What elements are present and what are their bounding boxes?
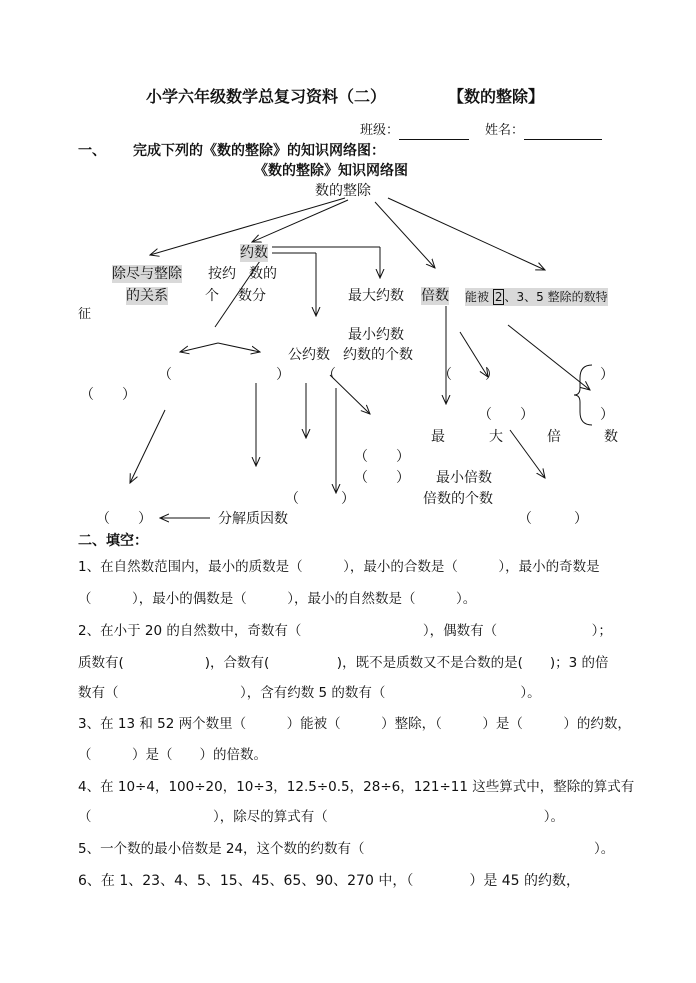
blank-factor-result[interactable]: （ ） <box>96 511 152 527</box>
node-divisor: 约数 <box>240 245 268 261</box>
node-multiple: 倍数 <box>421 288 449 304</box>
name-underline <box>524 125 602 140</box>
question-2-line-2: 质数有( )，合数有( )，既不是质数又不是合数的是( )；3 的倍 <box>78 655 609 671</box>
node-gcd: 最大约数 <box>348 288 404 304</box>
paren-mul-close: ） <box>485 367 499 383</box>
node-root: 数的整除 <box>315 183 371 199</box>
node-multiple-count: 倍数的个数 <box>423 491 493 507</box>
node-min-divisor: 最小约数 <box>348 327 404 343</box>
blank-common-3[interactable]: （ ） <box>285 491 355 507</box>
blank-far-left[interactable]: （ ） <box>80 387 136 403</box>
question-4-line-2: （ ），除尽的算式有（ ）。 <box>78 809 564 825</box>
blank-mul[interactable]: （ ） <box>478 407 534 423</box>
page-topic: 【数的整除】 <box>448 87 545 106</box>
blank-multiple-count[interactable]: （ ） <box>518 511 588 527</box>
curly-brace <box>574 365 592 425</box>
node-bydivisor-3: 个 <box>205 288 219 304</box>
question-3-line-1: 3、在 13 和 52 两个数里（ ）能被（ ）整除，（ ）是（ ）的约数， <box>78 716 631 732</box>
paren-common-open: （ <box>322 367 336 383</box>
page-title: 小学六年级数学总复习资料（二） <box>146 87 387 106</box>
paren-mul-open: （ <box>438 367 452 383</box>
arrow-root-to-multiple <box>375 202 435 268</box>
node-relation-1: 除尽与整除 <box>112 266 182 282</box>
node-factorization: 分解质因数 <box>218 511 288 527</box>
feature-text-c: 、3、5 整除的数特 <box>504 290 608 304</box>
arrow-multiple-to-paren <box>460 332 488 377</box>
arrow-maxmul-down <box>510 430 545 478</box>
name-field[interactable] <box>485 122 602 140</box>
question-1-line-1: 1、在自然数范围内，最小的质数是（ ），最小的合数是（ ），最小的奇数是 <box>78 559 600 575</box>
node-maxmul-4: 数 <box>604 429 618 445</box>
question-2-line-1: 2、在小于 20 的自然数中，奇数有（ ），偶数有（ ）； <box>78 623 612 639</box>
brace-top-paren: ） <box>600 367 614 383</box>
question-5: 5、一个数的最小倍数是 24，这个数的约数有（ ）。 <box>78 841 615 857</box>
arrow-branch-left <box>180 343 218 352</box>
class-underline <box>399 125 469 140</box>
node-bydivisor-2: 数的 <box>249 266 277 282</box>
class-label: 班级： <box>360 123 400 138</box>
arrow-branch-right <box>218 343 260 352</box>
section1-heading: 完成下列的《数的整除》的知识网络图： <box>133 143 385 159</box>
question-3-line-2: （ ）是（ ）的倍数。 <box>78 747 267 763</box>
node-bydivisor-4: 数分 <box>238 288 266 304</box>
node-maxmul-1: 最 <box>431 429 445 445</box>
section2-heading: 二、填空： <box>78 533 148 549</box>
brace-bottom-paren: ） <box>600 407 614 423</box>
feature-text-b: 2 <box>494 290 503 304</box>
question-6: 6、在 1、23、4、5、15、45、65、90、270 中，（ ）是 45 的约数， <box>78 873 581 889</box>
node-common-divisor: 公约数 <box>288 347 330 363</box>
section1-number: 一、 <box>78 143 106 159</box>
feature-text-a: 能被 <box>465 290 490 304</box>
arrow-left-down <box>130 410 165 483</box>
node-div-feature-end: 征 <box>78 307 92 322</box>
node-relation-2: 的关系 <box>126 288 168 304</box>
question-1-line-2: （ ），最小的偶数是（ ），最小的自然数是（ ）。 <box>78 591 477 607</box>
question-2-line-3: 数有（ ），含有约数 5 的数有（ ）。 <box>78 685 541 701</box>
question-4-line-1: 4、在 10÷4，100÷20，10÷3，12.5÷0.5，28÷6，121÷11 这些算式中，整除的算式有 <box>78 779 635 795</box>
node-min-multiple: 最小倍数 <box>436 470 492 486</box>
node-maxmul-2: 大 <box>489 429 503 445</box>
node-div-feature <box>465 288 608 306</box>
paren-left-open: （ <box>158 367 172 383</box>
diagram-title: 《数的整除》知识网络图 <box>254 163 408 179</box>
node-bydivisor-1: 按约 <box>208 266 236 282</box>
arrow-feature-down <box>508 325 590 390</box>
node-maxmul-3: 倍 <box>547 429 561 445</box>
name-label: 姓名： <box>485 123 525 138</box>
blank-common-1[interactable]: （ ） <box>354 449 410 465</box>
node-divisor-count: 约数的个数 <box>343 347 413 363</box>
arrow-root-to-feature <box>388 198 545 270</box>
paren-left-close: ） <box>276 367 290 383</box>
blank-common-2[interactable]: （ ） <box>354 470 410 486</box>
class-field[interactable] <box>360 122 469 140</box>
